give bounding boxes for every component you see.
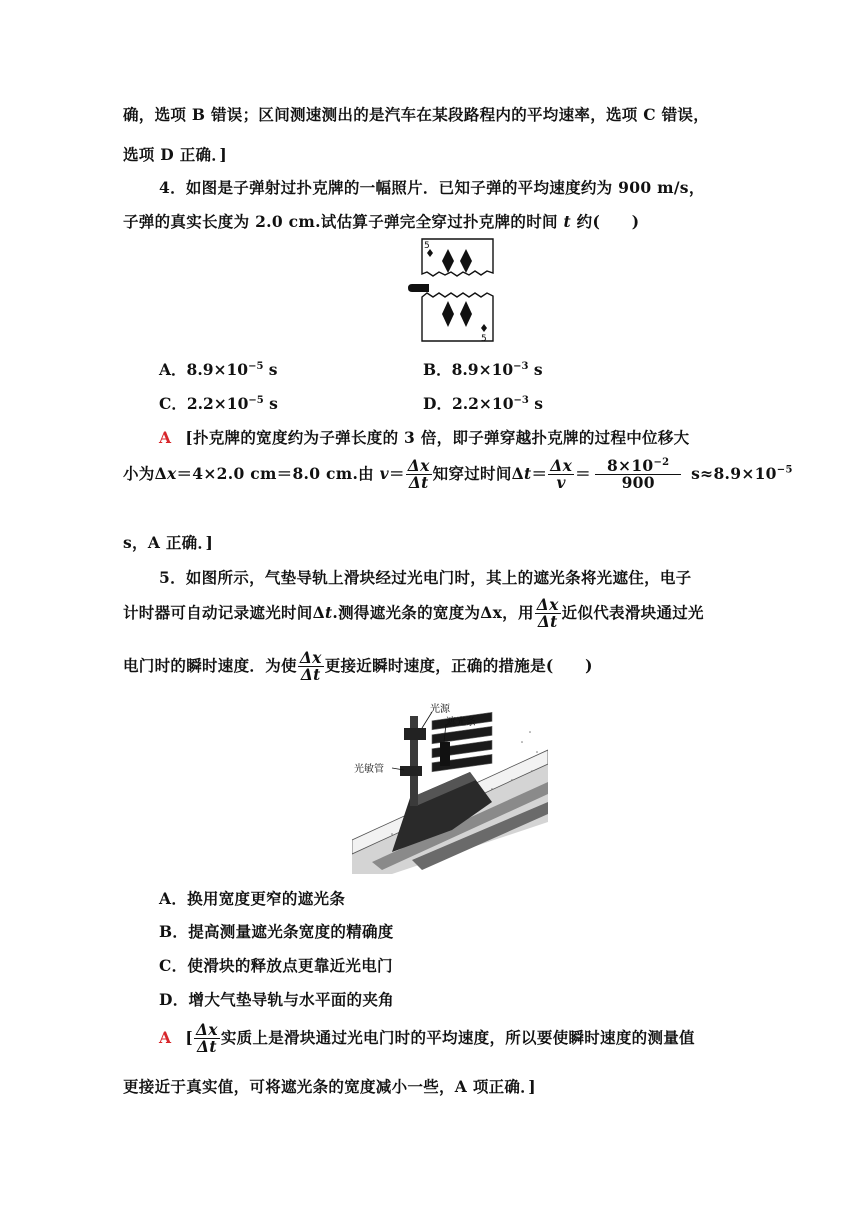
question-4-text: 4．如图是子弹射过扑克牌的一幅照片．已知子弹的平均速度约为 900 m/s，: [159, 178, 705, 197]
figure-label: 光敏管: [354, 764, 384, 775]
formula-text: s≈8.9×10: [685, 463, 777, 483]
fraction-numerator: Δx: [536, 595, 559, 614]
fraction-denominator: v: [556, 473, 566, 493]
option-exponent: −5: [248, 394, 264, 406]
question-5-text: [123, 597, 704, 631]
fraction-numerator: Δx: [550, 456, 573, 475]
question-4-text: [123, 210, 639, 232]
option-exponent: −3: [513, 394, 529, 406]
figure-label: 光源: [430, 704, 450, 715]
playing-card-figure: [405, 235, 501, 345]
option-exponent: −5: [248, 360, 264, 372]
card-number: 5: [481, 334, 487, 344]
question-5-text: 5．如图所示，气垫导轨上滑块经过光电门时，其上的遮光条将光遮住，电子: [159, 568, 692, 587]
q4-option-b[interactable]: [423, 358, 543, 380]
option-label: D．: [423, 394, 452, 413]
option-exponent: −3: [513, 360, 529, 372]
q4-explanation: [159, 426, 689, 448]
option-unit: s: [528, 360, 543, 379]
q4-text-post: 约( ): [570, 212, 640, 231]
fraction-denominator: Δt: [537, 612, 558, 632]
formula-exponent: −5: [776, 464, 793, 476]
fraction: [406, 458, 432, 492]
explanation-text: 实质上是滑块通过光电门时的平均速度，所以要使瞬时速度的测量值: [220, 1027, 695, 1047]
formula-text: ＝4×2.0 cm＝8.0 cm.由: [176, 463, 380, 483]
q5-explanation: [159, 1022, 695, 1056]
q5-option-d[interactable]: D．增大气垫导轨与水平面的夹角: [159, 990, 394, 1009]
formula-text: ＝: [531, 463, 548, 483]
formula-text: 知穿过时间Δ: [432, 463, 524, 483]
fraction: [298, 650, 324, 684]
text-line: 选项 D 正确．]: [123, 145, 228, 164]
q4-text-pre: 子弹的真实长度为 2.0 cm.试估算子弹完全穿过扑克牌的时间: [123, 212, 564, 231]
fraction-numerator: Δx: [195, 1020, 218, 1039]
q4-option-d[interactable]: [423, 392, 543, 414]
fraction-denominator: Δt: [197, 1037, 217, 1057]
formula-text: 小为Δ: [123, 463, 167, 483]
air-track-figure: [352, 702, 548, 874]
q4-var-t: t: [563, 212, 571, 231]
fraction-denominator: Δt: [300, 665, 321, 685]
q5-option-c[interactable]: C．使滑块的释放点更靠近光电门: [159, 956, 393, 975]
answer-letter: A: [159, 1027, 172, 1047]
fraction-numerator: $8\times 10^{-2}$: [595, 458, 681, 475]
formula-var: x: [166, 463, 177, 483]
q5-text: 电门时的瞬时速度．为使: [123, 655, 297, 675]
q5-text: .测得遮光条的宽度为Δx，用: [332, 602, 534, 622]
q5-explanation-end: 更接近于真实值，可将遮光条的宽度减小一些，A 项正确．]: [123, 1077, 536, 1096]
formula-var: t: [523, 463, 532, 483]
explanation-text: [扑克牌的宽度约为子弹长度的 3 倍，即子弹穿越扑克牌的过程中位移大: [185, 428, 690, 447]
formula-text: ＝: [575, 463, 591, 483]
option-unit: s: [528, 394, 543, 413]
q5-var: t: [324, 602, 333, 622]
option-label: B．: [423, 360, 452, 379]
fraction-denominator: 900: [621, 473, 655, 493]
option-unit: s: [263, 360, 278, 379]
fraction-denominator: Δt: [408, 473, 429, 493]
formula-var: v: [379, 463, 389, 483]
q5-option-b[interactable]: B．提高测量遮光条宽度的精确度: [159, 922, 394, 941]
option-value: 8.9×10: [186, 360, 249, 379]
fraction: [595, 458, 681, 492]
q4-explanation-formula: [123, 458, 793, 492]
q4-option-a[interactable]: [159, 358, 278, 380]
q5-option-a[interactable]: A．换用宽度更窄的遮光条: [159, 889, 346, 908]
fraction: [194, 1022, 220, 1056]
explanation-text: [: [185, 1027, 193, 1047]
option-value: 2.2×10: [186, 394, 249, 413]
option-unit: s: [263, 394, 278, 413]
bullet-icon: [408, 284, 429, 292]
answer-letter: A: [159, 428, 172, 447]
text-line: 确，选项 B 错误；区间测速测出的是汽车在某段路程内的平均速率，选项 C 错误，: [123, 105, 710, 124]
q4-explanation-end: s，A 正确．]: [123, 533, 214, 552]
figure-label: 遮光条: [446, 717, 476, 728]
option-label: C．: [159, 394, 187, 413]
fraction: [535, 597, 561, 631]
q4-option-c[interactable]: [159, 392, 278, 414]
fraction: [548, 458, 574, 492]
fraction-numerator: Δx: [299, 648, 322, 667]
q5-text: 计时器可自动记录遮光时间Δ: [123, 602, 325, 622]
formula-text: ＝: [388, 463, 405, 483]
fraction-numerator: Δx: [407, 456, 430, 475]
option-label: A．: [159, 360, 187, 379]
option-value: 8.9×10: [451, 360, 514, 379]
q5-text: 近似代表滑块通过光: [561, 602, 704, 622]
q5-text: 更接近瞬时速度，正确的措施是( ): [324, 655, 593, 675]
card-number: 5: [424, 241, 430, 251]
option-value: 2.2×10: [451, 394, 514, 413]
card-top-half: [422, 239, 493, 276]
question-5-text: [123, 650, 593, 684]
